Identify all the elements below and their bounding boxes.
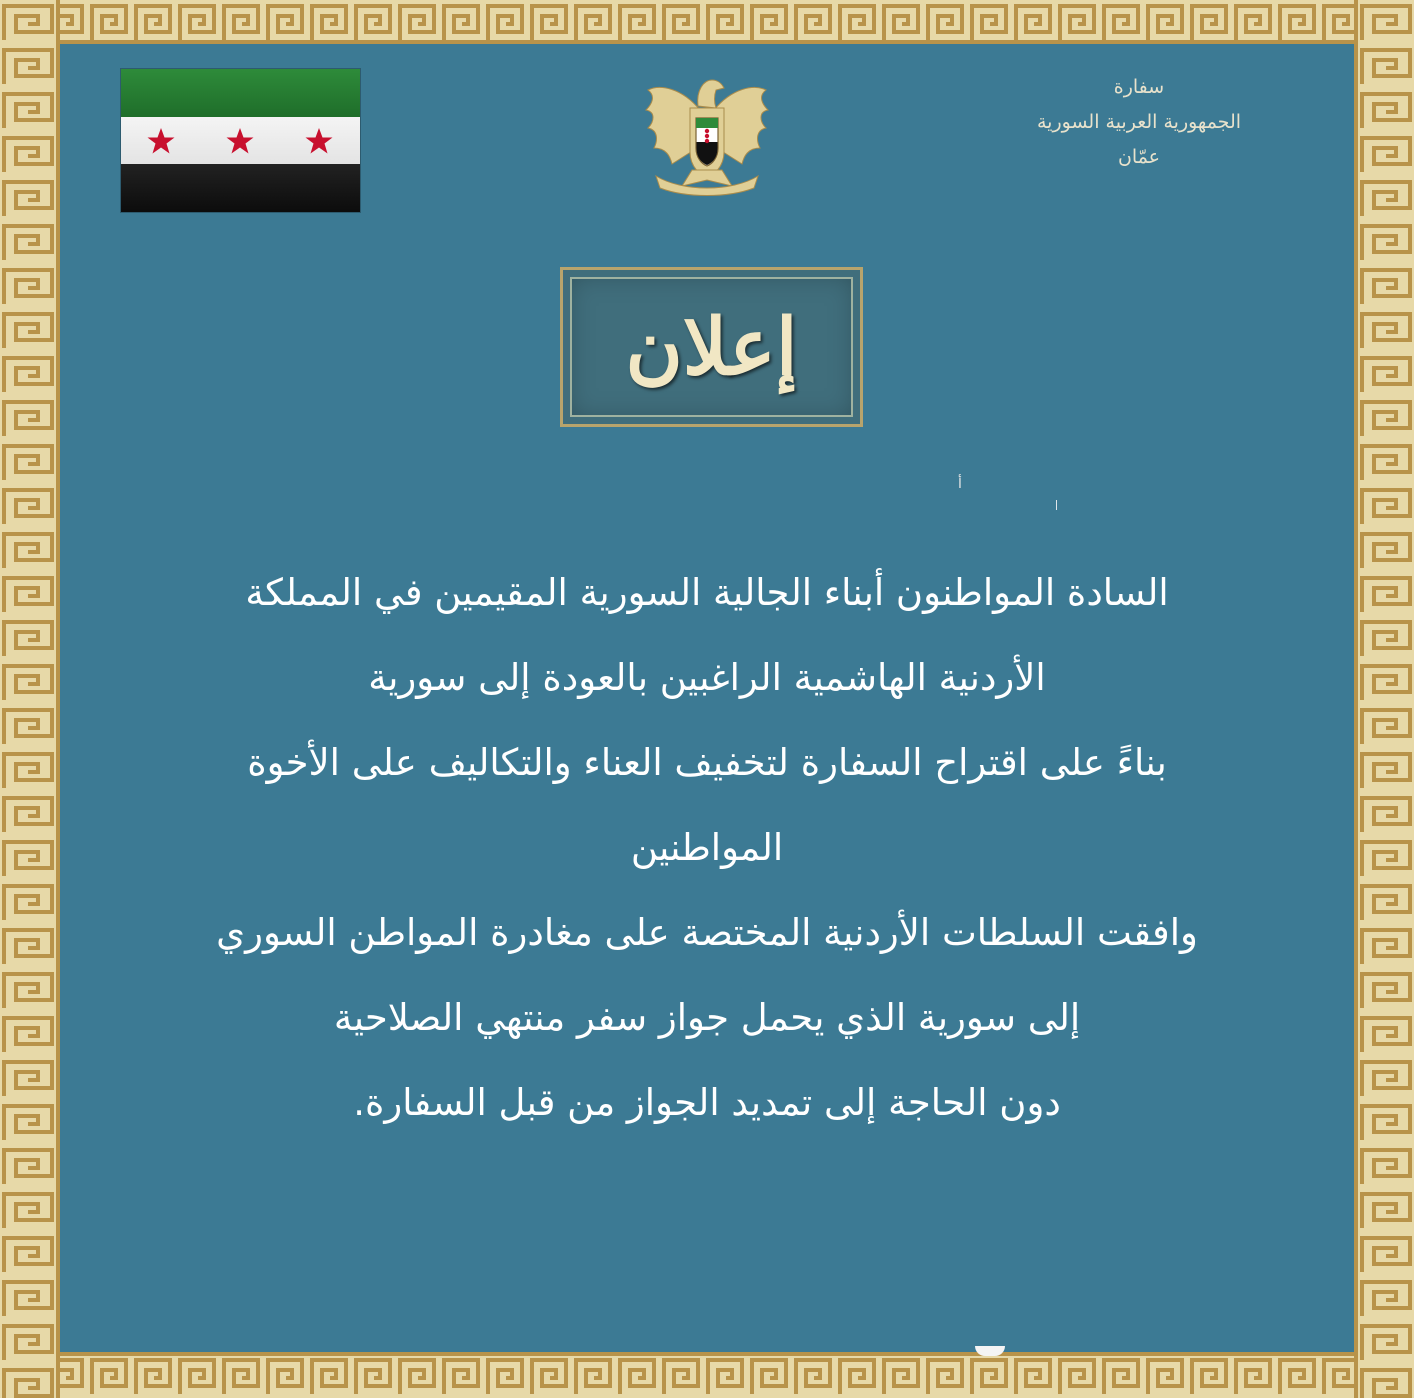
stray-mark: أ [958, 476, 962, 492]
country-name: الجمهورية العربية السورية [1036, 111, 1242, 133]
red-star-icon [304, 127, 334, 155]
syrian-flag [121, 69, 360, 212]
body-line: بناءً على اقتراح السفارة لتخفيف العناء والتكاليف على الأخوة [247, 741, 1167, 784]
body-line: المواطنين [630, 826, 784, 869]
flag-green-band [121, 69, 360, 117]
body-line: إلى سورية الذي يحمل جواز سفر منتهي الصلاحية [333, 996, 1081, 1039]
announcement-title-box [560, 267, 863, 427]
body-line: دون الحاجة إلى تمديد الجواز من قبل السفارة. [353, 1081, 1061, 1124]
stray-tick [1056, 500, 1057, 510]
body-line: وافقت السلطات الأردنية المختصة على مغادرة المواطن السوري [216, 911, 1198, 954]
left-border-pattern [0, 0, 60, 1398]
body-line: السادة المواطنون أبناء الجالية السورية المقيمين في المملكة [245, 571, 1169, 614]
embassy-heading [979, 70, 1299, 175]
flag-black-band [121, 164, 360, 212]
announcement-body [100, 550, 1314, 1145]
red-star-icon [146, 127, 176, 155]
eagle-emblem-icon [642, 70, 772, 198]
embassy-label: سفارة [1113, 76, 1165, 98]
red-star-icon [225, 127, 255, 155]
bottom-border-pattern [0, 1352, 1414, 1398]
announcement-title: إعلان [625, 301, 798, 393]
right-border-pattern [1354, 0, 1414, 1398]
body-line: الأردنية الهاشمية الراغبين بالعودة إلى سورية [368, 656, 1046, 699]
city-name: عمّان [1117, 146, 1161, 168]
top-border-pattern [0, 0, 1414, 44]
